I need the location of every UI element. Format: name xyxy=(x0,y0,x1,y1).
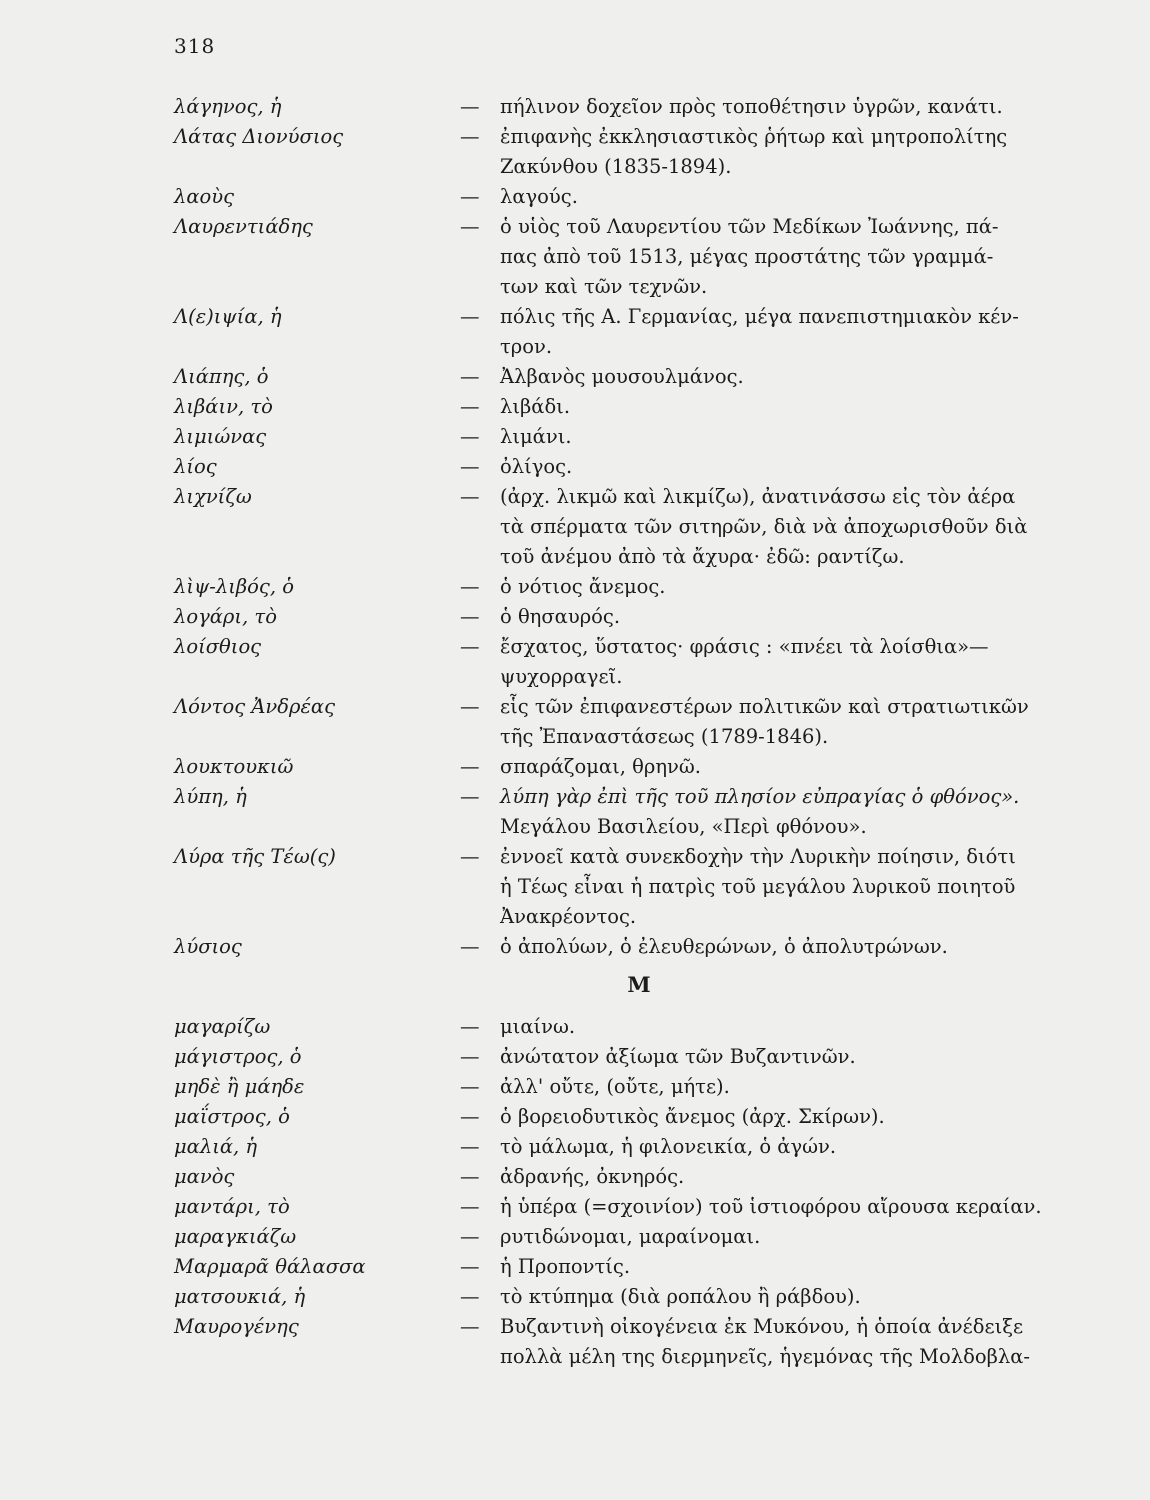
entry-definition xyxy=(500,362,1044,392)
section-heading: Μ xyxy=(627,972,651,997)
entry-dash: — xyxy=(460,485,480,508)
entry-term: μαραγκιάζω xyxy=(174,1225,297,1248)
entry-dash: — xyxy=(460,1045,480,1068)
definition-line: τὸ κτύπημα (διὰ ροπάλου ἢ ράβδου). xyxy=(500,1285,861,1308)
glossary-entry xyxy=(174,1042,1044,1072)
entry-definition xyxy=(500,1282,1044,1312)
entry-dash: — xyxy=(460,575,480,598)
entry-definition xyxy=(500,1222,1044,1252)
entry-definition xyxy=(500,1012,1044,1042)
definition-line: πήλινον δοχεῖον πρὸς τοποθέτησιν ὑγρῶν, κανάτι. xyxy=(500,95,1003,118)
entry-dash: — xyxy=(460,845,480,868)
entry-term: μαγαρίζω xyxy=(174,1015,271,1038)
entry-definition xyxy=(500,602,1044,632)
glossary-entry xyxy=(174,392,1044,422)
entry-definition xyxy=(500,212,1044,302)
definition-line: λύπη γὰρ ἐπὶ τῆς τοῦ πλησίον εὐπραγίας ὁ φθόνος». xyxy=(500,785,1020,808)
entry-term: μαντάρι, τὸ xyxy=(174,1195,290,1218)
glossary-entry xyxy=(174,1312,1044,1372)
definition-line: ὁ θησαυρός. xyxy=(500,605,621,628)
entry-definition xyxy=(500,1162,1044,1192)
entry-dash: — xyxy=(460,305,480,328)
glossary-entry xyxy=(174,482,1044,572)
entry-definition xyxy=(500,572,1044,602)
glossary-entry xyxy=(174,182,1044,212)
definition-line: των καὶ τῶν τεχνῶν. xyxy=(500,275,708,298)
definition-line: Ἀνακρέοντος. xyxy=(500,905,637,928)
glossary-entry xyxy=(174,932,1044,962)
entry-dash: — xyxy=(460,95,480,118)
definition-line: τρον. xyxy=(500,335,553,358)
entry-term: Λάτας Διονύσιος xyxy=(174,125,344,148)
entry-definition xyxy=(500,1252,1044,1282)
glossary-entry xyxy=(174,1102,1044,1132)
definition-line: Ζακύνθου (1835-1894). xyxy=(500,155,732,178)
glossary-entries xyxy=(174,92,1044,1372)
definition-line: ἡ Τέως εἶναι ἡ πατρὶς τοῦ μεγάλου λυρικοῦ ποιητοῦ xyxy=(500,875,1016,898)
entry-term: μηδὲ ἢ μάηδε xyxy=(174,1075,305,1098)
entry-definition xyxy=(500,452,1044,482)
definition-line: σπαράζομαι, θρηνῶ. xyxy=(500,755,701,778)
entry-dash: — xyxy=(460,605,480,628)
entry-dash: — xyxy=(460,1285,480,1308)
definition-line: μιαίνω. xyxy=(500,1015,576,1038)
entry-term: λιχνίζω xyxy=(174,485,252,508)
entry-definition xyxy=(500,392,1044,422)
definition-line: ἡ Προποντίς. xyxy=(500,1255,631,1278)
entry-term: λιμιώνας xyxy=(174,425,267,448)
definition-line: ὀλίγος. xyxy=(500,455,573,478)
entry-term: Λιάπης, ὁ xyxy=(174,365,269,388)
definition-line: Ἀλβανὸς μουσουλμάνος. xyxy=(500,365,744,388)
glossary-entry xyxy=(174,632,1044,692)
entry-dash: — xyxy=(460,395,480,418)
glossary-entry xyxy=(174,602,1044,632)
entry-dash: — xyxy=(460,365,480,388)
entry-dash: — xyxy=(460,1165,480,1188)
entry-term: Λόντος Ἀνδρέας xyxy=(174,695,336,718)
definition-line: εἷς τῶν ἐπιφανεστέρων πολιτικῶν καὶ στρατιωτικῶν xyxy=(500,695,1029,718)
glossary-entry xyxy=(174,692,1044,752)
entry-definition xyxy=(500,302,1044,362)
entry-definition xyxy=(500,182,1044,212)
definition-line: λιμάνι. xyxy=(500,425,572,448)
entry-term: Λαυρεντιάδης xyxy=(174,215,313,238)
entry-dash: — xyxy=(460,185,480,208)
definition-line: τὸ μάλωμα, ἡ φιλονεικία, ὁ ἀγών. xyxy=(500,1135,837,1158)
entries-section-lambda xyxy=(174,92,1044,962)
entry-definition xyxy=(500,122,1044,182)
definition-line: ρυτιδώνομαι, μαραίνομαι. xyxy=(500,1225,761,1248)
entry-term: μανὸς xyxy=(174,1165,235,1188)
entry-term: Λύρα τῆς Τέω(ς) xyxy=(174,845,336,868)
definition-line: τῆς Ἐπαναστάσεως (1789-1846). xyxy=(500,725,829,748)
entry-term: λὶψ-λιβός, ὁ xyxy=(174,575,294,598)
definition-line: Μεγάλου Βασιλείου, «Περὶ φθόνου». xyxy=(500,815,867,838)
entry-term: λίος xyxy=(174,455,217,478)
definition-line: πας ἀπὸ τοῦ 1513, μέγας προστάτης τῶν γραμμά- xyxy=(500,245,994,268)
entry-term: Μαυρογένης xyxy=(174,1315,299,1338)
entry-dash: — xyxy=(460,1255,480,1278)
glossary-entry xyxy=(174,452,1044,482)
entry-term: λοίσθιος xyxy=(174,635,262,658)
entries-section-mu xyxy=(174,1012,1044,1372)
entry-dash: — xyxy=(460,455,480,478)
definition-line: ὁ νότιος ἄνεμος. xyxy=(500,575,666,598)
glossary-entry xyxy=(174,572,1044,602)
entry-term: λύπη, ἡ xyxy=(174,785,247,808)
entry-dash: — xyxy=(460,425,480,448)
entry-term: Μαρμαρᾶ θάλασσα xyxy=(174,1255,366,1278)
definition-line: ἐπιφανὴς ἐκκλησιαστικὸς ῥήτωρ καὶ μητροπολίτης xyxy=(500,125,1008,148)
entry-definition xyxy=(500,1132,1044,1162)
definition-line: ἀνώτατον ἀξίωμα τῶν Βυζαντινῶν. xyxy=(500,1045,856,1068)
definition-line: λαγούς. xyxy=(500,185,578,208)
entry-term: μαλιά, ἡ xyxy=(174,1135,258,1158)
entry-dash: — xyxy=(460,1135,480,1158)
entry-definition xyxy=(500,482,1044,572)
entry-term: λάγηνος, ἡ xyxy=(174,95,282,118)
entry-definition xyxy=(500,1312,1044,1372)
entry-definition xyxy=(500,632,1044,692)
glossary-entry xyxy=(174,1282,1044,1312)
entry-dash: — xyxy=(460,755,480,778)
entry-term: μάγιστρος, ὁ xyxy=(174,1045,302,1068)
entry-dash: — xyxy=(460,935,480,958)
entry-definition xyxy=(500,1072,1044,1102)
glossary-entry xyxy=(174,1222,1044,1252)
definition-line: (ἀρχ. λικμῶ καὶ λικμίζω), ἀνατινάσσω εἰς τὸν ἀέρα xyxy=(500,485,1016,508)
definition-line: ἀλλ' οὔτε, (οὔτε, μήτε). xyxy=(500,1075,730,1098)
entry-term: λύσιος xyxy=(174,935,242,958)
definition-line: ἔσχατος, ὕστατος· φράσις : «πνέει τὰ λοίσθια»— xyxy=(500,635,989,658)
glossary-entry xyxy=(174,752,1044,782)
entry-term: Λ(ε)ιψία, ἡ xyxy=(174,305,282,328)
glossary-entry xyxy=(174,122,1044,182)
entry-dash: — xyxy=(460,695,480,718)
glossary-entry xyxy=(174,92,1044,122)
glossary-entry xyxy=(174,1192,1044,1222)
glossary-entry xyxy=(174,1072,1044,1102)
entry-dash: — xyxy=(460,1105,480,1128)
entry-definition xyxy=(500,782,1044,842)
glossary-entry xyxy=(174,362,1044,392)
entry-dash: — xyxy=(460,125,480,148)
definition-line: ἡ ὑπέρα (=σχοινίον) τοῦ ἱστιοφόρου αἴρουσα κεραίαν. xyxy=(500,1195,1042,1218)
page-number: 318 xyxy=(174,34,216,58)
entry-definition xyxy=(500,1102,1044,1132)
glossary-entry xyxy=(174,782,1044,842)
entry-definition xyxy=(500,752,1044,782)
entry-dash: — xyxy=(460,785,480,808)
entry-definition xyxy=(500,1192,1044,1222)
entry-term: μαΐστρος, ὁ xyxy=(174,1105,290,1128)
entry-term: ματσουκιά, ἡ xyxy=(174,1285,306,1308)
glossary-entry xyxy=(174,1132,1044,1162)
definition-line: πόλις τῆς Α. Γερμανίας, μέγα πανεπιστημιακὸν κέν- xyxy=(500,305,1019,328)
glossary-entry xyxy=(174,212,1044,302)
entry-term: λογάρι, τὸ xyxy=(174,605,277,628)
entry-definition xyxy=(500,692,1044,752)
definition-line: ἐννοεῖ κατὰ συνεκδοχὴν τὴν Λυρικὴν ποίησιν, διότι xyxy=(500,845,1016,868)
entry-term: λουκτουκιῶ xyxy=(174,755,294,778)
glossary-entry xyxy=(174,1012,1044,1042)
definition-line: τὰ σπέρματα τῶν σιτηρῶν, διὰ νὰ ἀποχωρισθοῦν διὰ xyxy=(500,515,1028,538)
entry-term: λιβάιν, τὸ xyxy=(174,395,273,418)
definition-line: ὁ ἀπολύων, ὁ ἐλευθερώνων, ὁ ἀπολυτρώνων. xyxy=(500,935,948,958)
entry-definition xyxy=(500,842,1044,932)
entry-dash: — xyxy=(460,215,480,238)
definition-line: ὁ βορειοδυτικὸς ἄνεμος (ἀρχ. Σκίρων). xyxy=(500,1105,885,1128)
entry-definition xyxy=(500,1042,1044,1072)
definition-line: τοῦ ἀνέμου ἀπὸ τὰ ἄχυρα· ἐδῶ: ραντίζω. xyxy=(500,545,905,568)
definition-line: Βυζαντινὴ οἰκογένεια ἐκ Μυκόνου, ἡ ὁποία ἀνέδειξε xyxy=(500,1315,1024,1338)
entry-dash: — xyxy=(460,1075,480,1098)
entry-definition xyxy=(500,422,1044,452)
entry-definition xyxy=(500,92,1044,122)
entry-dash: — xyxy=(460,1315,480,1338)
glossary-entry xyxy=(174,422,1044,452)
definition-line: ψυχορραγεῖ. xyxy=(500,665,623,688)
entry-dash: — xyxy=(460,1225,480,1248)
entry-dash: — xyxy=(460,1015,480,1038)
definition-line: πολλὰ μέλη της διερμηνεῖς, ἡγεμόνας τῆς Μολδοβλα- xyxy=(500,1345,1030,1368)
entry-term: λαοὺς xyxy=(174,185,235,208)
glossary-entry xyxy=(174,1162,1044,1192)
glossary-entry xyxy=(174,302,1044,362)
entry-dash: — xyxy=(460,1195,480,1218)
definition-line: λιβάδι. xyxy=(500,395,571,418)
entry-definition xyxy=(500,932,1044,962)
glossary-entry xyxy=(174,842,1044,932)
entry-dash: — xyxy=(460,635,480,658)
definition-line: ὁ υἱὸς τοῦ Λαυρεντίου τῶν Μεδίκων Ἰωάννης, πά- xyxy=(500,215,999,238)
definition-line: ἀδρανής, ὀκνηρός. xyxy=(500,1165,685,1188)
glossary-entry xyxy=(174,1252,1044,1282)
